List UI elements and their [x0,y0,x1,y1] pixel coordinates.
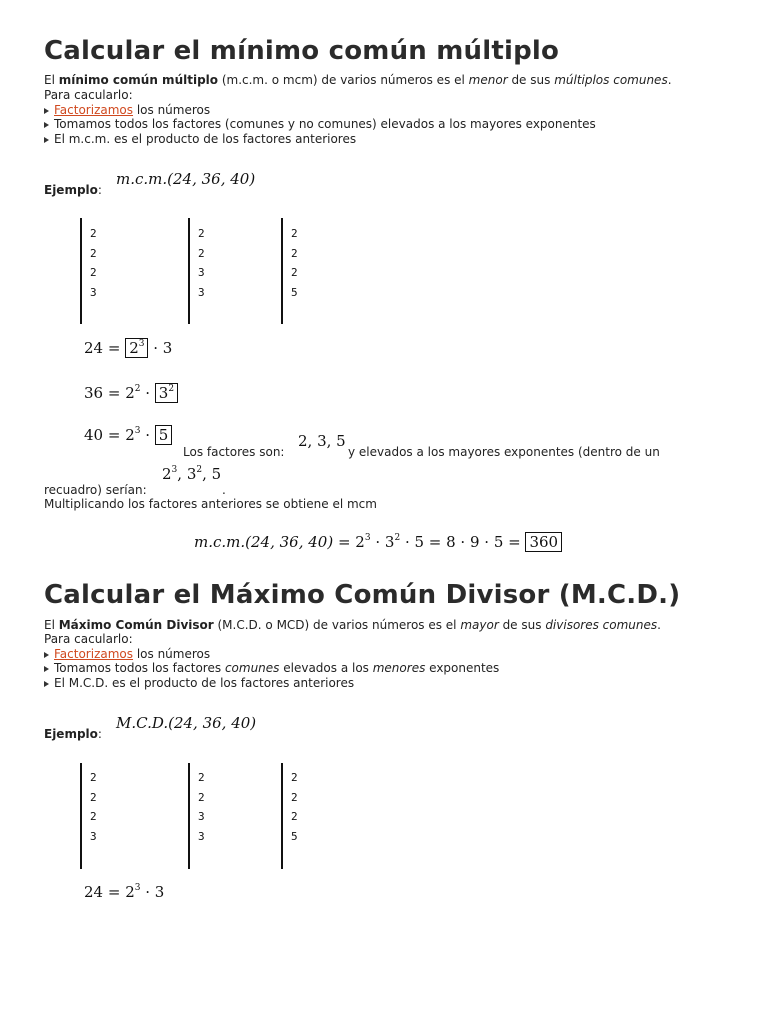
table-factor: 2 [198,246,205,260]
mcm-bullet-1 [44,103,210,118]
eq-exp: 3 [364,533,371,543]
table-divider [80,763,82,869]
eq-text: · [370,533,385,551]
intro-italic: menor [468,73,508,87]
eq-base: 3 [158,384,169,402]
table-divider [281,763,283,869]
formula-text: M.C.D.(24, 36, 40) [116,714,257,732]
table-factor: 2 [291,790,298,804]
bullet-icon [44,652,49,658]
mcm-bullet-2 [44,117,596,132]
boxed-factor [155,383,178,403]
bullet-icon [44,681,49,687]
mcm-title: Calcular el mínimo común múltiplo [44,36,560,66]
bullet-icon [44,108,49,114]
table-factor: 2 [90,771,97,784]
eq-base: 2 [355,533,365,551]
eq-base: 2 [162,465,172,483]
mcd-bullet-3 [44,676,354,691]
eq-text: · 3 [148,339,173,357]
bullet-italic: comunes [224,661,280,675]
intro-text: El [44,618,59,632]
bullet-text: los números [133,103,211,117]
eq-base: 2 [129,339,139,357]
table-factor: 5 [291,829,298,843]
eq-text: · [140,426,155,444]
bullet-text: los números [133,647,211,661]
factorizamos-link[interactable]: Factorizamos [54,647,134,661]
eq-text: · 5 = 8 · 9 · 5 = [400,533,526,551]
eq-exp: 3 [134,883,141,893]
table-factor: 3 [198,266,205,279]
mcd-intro [44,618,661,633]
powers-list [162,465,221,483]
eq-base: 5 [211,465,222,483]
table-factor: 2 [90,810,97,823]
intro-text: de sus [498,618,546,632]
table-factor: 2 [90,790,97,804]
eq-exp: 3 [134,426,141,436]
eq-text: m.c.m.(24, 36, 40) = [194,533,356,551]
table-factor: 2 [198,790,205,804]
formula-text: m.c.m.(24, 36, 40) [116,170,256,188]
mcm-para: Para cacularlo: [44,88,133,102]
eq-exp: 2 [196,465,203,475]
eq-text: · [140,384,155,402]
eq-text: , [177,465,187,483]
bullet-icon [44,137,49,143]
boxed-factor: 5 [155,425,173,445]
result-box: 360 [525,532,562,552]
intro-text: . [657,618,661,632]
eq-base: 2 [125,384,135,402]
table-factor: 2 [198,227,205,240]
eq-exp: 2 [168,384,175,394]
bullet-text: Tomamos todos los factores [54,661,225,675]
intro-text: (m.c.m. o mcm) de varios números es el [218,73,469,87]
bullet-text: El M.C.D. es el producto de los factores anteriores [54,676,355,690]
mcd-eq-24 [84,883,164,901]
eq-exp: 2 [394,533,401,543]
bullet-icon [44,666,49,672]
eq-text: , [202,465,212,483]
bullet-text: exponentes [425,661,500,675]
period: . [222,483,226,497]
table-factor: 2 [291,266,298,279]
table-factor: 2 [90,246,97,260]
eq-text: 24 = [84,883,126,901]
bullet-text: El m.c.m. es el producto de los factores anteriores [54,132,357,146]
table-divider [188,218,190,324]
table-factor: 2 [90,227,97,240]
intro-bold: mínimo común múltiplo [58,73,219,87]
recuadro-text: recuadro) serían: [44,483,147,497]
mcm-example-formula [116,170,255,188]
table-factor: 3 [90,285,97,299]
mcm-eq-40 [84,426,172,444]
bullet-italic: menores [372,661,426,675]
table-factor: 2 [198,771,205,784]
bullet-icon [44,122,49,128]
eq-text: 36 = [84,384,126,402]
mcm-example-label [44,183,102,198]
mcm-final-eq [194,533,562,551]
intro-text: de sus [507,73,555,87]
table-factor: 2 [291,771,298,784]
eq-exp: 3 [138,339,145,349]
eq-base: 3 [186,465,197,483]
example-label: Ejemplo [44,183,98,197]
intro-italic: múltiplos comunes [554,73,668,87]
intro-text: (M.C.D. o MCD) de varios números es el [213,618,461,632]
colon: : [97,727,102,741]
table-divider [188,763,190,869]
eq-text: 24 = [84,339,126,357]
bullet-text: elevados a los [279,661,373,675]
mcd-bullet-2 [44,661,499,676]
table-factor: 2 [291,227,298,240]
table-factor: 3 [198,829,205,843]
intro-text: . [667,73,672,87]
intro-bold: Máximo Común Divisor [58,618,214,632]
eq-text: 40 = [84,426,126,444]
table-divider [281,218,283,324]
mcm-bullet-3 [44,132,356,147]
eq-base: 3 [384,533,395,551]
eq-base: 2 [125,883,135,901]
table-factor: 2 [90,266,97,279]
mcm-eq-36 [84,384,178,402]
example-label: Ejemplo [44,727,98,741]
eq-base: 2 [125,426,135,444]
multiply-text: Multiplicando los factores anteriores se obtiene el mcm [44,497,377,511]
table-factor: 3 [198,285,205,299]
eq-text: · 3 [140,883,165,901]
mcd-example-formula [116,714,256,732]
mcd-para: Para cacularlo: [44,632,133,646]
intro-text: El [44,73,59,87]
factorizamos-link[interactable]: Factorizamos [54,103,134,117]
table-divider [80,218,82,324]
table-factor: 2 [291,810,298,823]
eq-exp: 2 [134,384,141,394]
table-factor: 2 [291,246,298,260]
elevated-text: y elevados a los mayores exponentes (dentro de un [348,445,660,459]
table-factor: 5 [291,285,298,299]
mcd-bullet-1 [44,647,210,662]
bullet-text: Tomamos todos los factores (comunes y no comunes) elevados a los mayores exponentes [54,117,596,131]
eq-exp: 3 [171,465,178,475]
factors-text: Los factores son: [183,445,285,459]
factors-list: 2, 3, 5 [298,432,346,450]
table-factor: 3 [90,829,97,843]
mcm-intro [44,73,672,88]
mcm-eq-24 [84,339,172,357]
mcd-example-label [44,727,102,742]
boxed-factor [125,338,148,358]
colon: : [97,183,102,197]
mcd-title: Calcular el Máximo Común Divisor (M.C.D.) [44,580,681,610]
table-factor: 3 [198,810,205,823]
intro-italic: divisores comunes [545,618,658,632]
intro-italic: mayor [460,618,499,632]
